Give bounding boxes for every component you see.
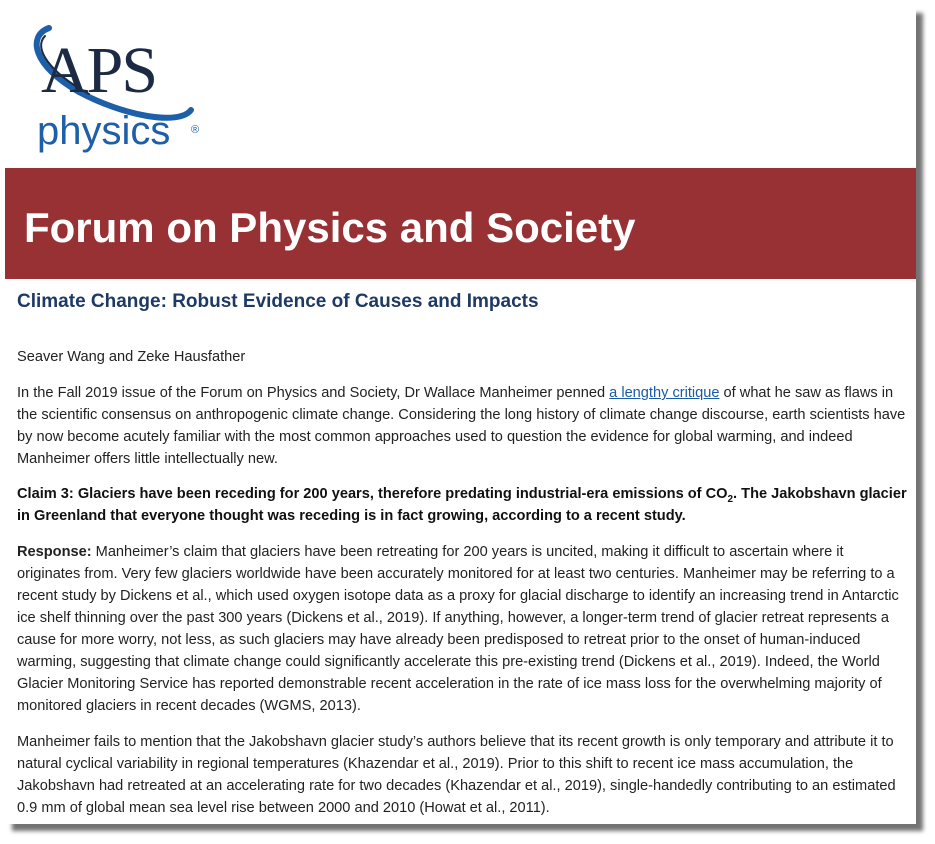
lengthy-critique-link[interactable]: a lengthy critique xyxy=(609,385,720,401)
response-text: Manheimer’s claim that glaciers have been retreating for 200 years is uncited, making it difficult to ascertain where it originates from. Very few glaciers worldwide have been accurately monitored for at least two centuries. Manheimer may be referring to a recent study by Dickens et al., which used oxygen isotope data as a proxy for glacial discharge to identify an increasing trend in Antarctic ice shelf thinning over the past 300 years (Dickens et al., 2019). If anything, however, a longer-term trend of glacier retreat represents a cause for more worry, not less, as such glaciers may have already been predisposed to retreat prior to the onset of human-induced warming, suggesting that climate change could significantly accelerate this pre-existing trend (Dickens et al., 2019). Indeed, the World Glacier Monitoring Service has reported demonstrable recent acceleration in the rate of ice mass loss for the overwhelming majority of monitored glaciers in recent decades (WGMS, 2013). xyxy=(17,544,899,714)
intro-paragraph xyxy=(17,382,907,470)
claim-paragraph xyxy=(17,483,907,527)
banner-title: Forum on Physics and Society xyxy=(24,204,636,251)
aps-physics-logo[interactable] xyxy=(19,14,219,164)
forum-banner xyxy=(5,168,916,279)
article-authors: Seaver Wang and Zeke Hausfather xyxy=(17,349,246,365)
claim-text-start: Claim 3: Glaciers have been receding for 200 years, therefore predating industrial-era emissions of CO xyxy=(17,486,728,502)
intro-text-start: In the Fall 2019 issue of the Forum on Physics and Society, Dr Wallace Manheimer penned xyxy=(17,385,610,401)
logo-registered-mark: ® xyxy=(191,124,200,136)
co2-subscript: 2 xyxy=(727,493,734,505)
logo-aps-text: APS xyxy=(41,34,157,107)
intro-text-end: of what he saw as flaws in the scientific consensus on anthropogenic climate change. Considering the long history of climate change discourse, earth scientists have by now become acutely familiar with the most common approaches used to question the evidence for global warming, and indeed Manheimer offers little intellectually new. xyxy=(17,385,906,467)
logo-physics-text: physics xyxy=(37,109,171,153)
document-page xyxy=(5,6,916,824)
response-paragraph xyxy=(17,541,907,717)
response-label: Response: xyxy=(17,544,92,560)
claim-text-end: . The Jakobshavn glacier in Greenland that everyone thought was receding is in fact growing, according to a recent study. xyxy=(17,486,907,524)
article-content xyxy=(17,289,907,819)
final-paragraph: Manheimer fails to mention that the Jakobshavn glacier study’s authors believe that its recent growth is only temporary and attribute it to natural cyclical variability in regional temperatures (Khazendar et al., 2019). Prior to this shift to recent ice mass accumulation, the Jakobshavn had retreated at an accelerating rate for two decades (Khazendar et al., 2019), single-handedly contributing to an estimated 0.9 mm of global mean sea level rise between 2000 and 2010 (Howat et al., 2011). xyxy=(17,734,896,816)
article-title: Climate Change: Robust Evidence of Causes and Impacts xyxy=(17,291,539,312)
